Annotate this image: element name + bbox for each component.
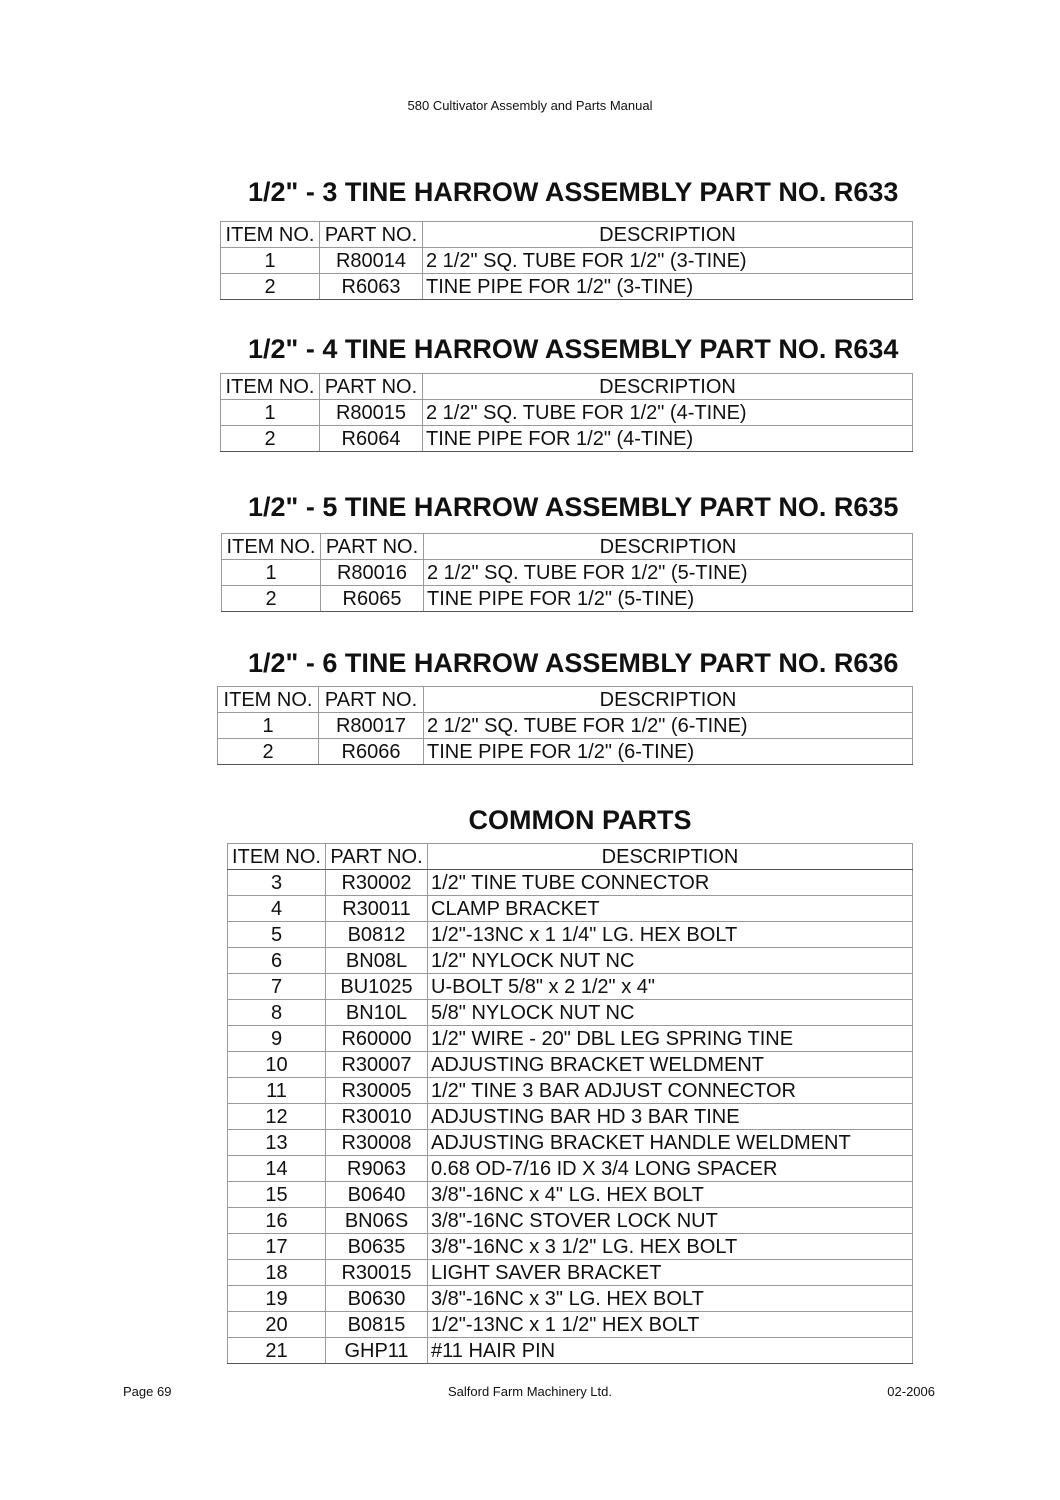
table-row — [228, 1078, 913, 1104]
part-description: 3/8"-16NC x 3 1/2" LG. HEX BOLT — [428, 1234, 913, 1260]
part-description: 1/2" TINE 3 BAR ADJUST CONNECTOR — [428, 1078, 913, 1104]
assembly-title-r633: 1/2" - 3 TINE HARROW ASSEMBLY PART NO. R633 — [248, 177, 899, 207]
part-number: B0640 — [326, 1182, 428, 1208]
part-description: 0.68 OD-7/16 ID X 3/4 LONG SPACER — [428, 1156, 913, 1182]
table-row — [228, 1000, 913, 1026]
part-number: R30011 — [326, 896, 428, 922]
assembly-title-r636: 1/2" - 6 TINE HARROW ASSEMBLY PART NO. R636 — [248, 648, 899, 678]
assembly-title-r634: 1/2" - 4 TINE HARROW ASSEMBLY PART NO. R634 — [248, 334, 899, 364]
item-number: 17 — [228, 1234, 326, 1260]
part-description: 3/8"-16NC x 3" LG. HEX BOLT — [428, 1286, 913, 1312]
item-number: 1 — [221, 248, 320, 274]
table-row — [228, 948, 913, 974]
table-header-row — [218, 687, 913, 713]
revision-date: 02-2006 — [887, 1384, 935, 1399]
part-number: R9063 — [326, 1156, 428, 1182]
column-header-part: PART NO. — [319, 687, 424, 713]
table-header-row — [221, 222, 913, 248]
part-number: R6064 — [320, 426, 423, 452]
item-number: 1 — [221, 400, 320, 426]
part-number: R6066 — [319, 739, 424, 765]
table-row — [228, 1208, 913, 1234]
item-number: 12 — [228, 1104, 326, 1130]
part-description: 2 1/2" SQ. TUBE FOR 1/2" (3-TINE) — [423, 248, 913, 274]
item-number: 20 — [228, 1312, 326, 1338]
item-number: 21 — [228, 1338, 326, 1364]
part-description: 3/8"-16NC STOVER LOCK NUT — [428, 1208, 913, 1234]
table-row — [221, 248, 913, 274]
column-header-part: PART NO. — [326, 844, 428, 870]
table-row — [222, 560, 913, 586]
part-description: ADJUSTING BRACKET HANDLE WELDMENT — [428, 1130, 913, 1156]
table-row — [228, 922, 913, 948]
part-description: 3/8"-16NC x 4" LG. HEX BOLT — [428, 1182, 913, 1208]
part-number: BN10L — [326, 1000, 428, 1026]
item-number: 1 — [222, 560, 321, 586]
part-description: TINE PIPE FOR 1/2" (3-TINE) — [423, 274, 913, 300]
item-number: 13 — [228, 1130, 326, 1156]
part-number: R80016 — [321, 560, 424, 586]
table-row — [228, 896, 913, 922]
parts-table-r633 — [220, 221, 913, 300]
part-number: GHP11 — [326, 1338, 428, 1364]
item-number: 14 — [228, 1156, 326, 1182]
part-description: TINE PIPE FOR 1/2" (4-TINE) — [423, 426, 913, 452]
item-number: 2 — [222, 586, 321, 612]
table-header-row — [222, 534, 913, 560]
item-number: 6 — [228, 948, 326, 974]
part-number: R6063 — [320, 274, 423, 300]
column-header-part: PART NO. — [321, 534, 424, 560]
table-row — [221, 400, 913, 426]
part-number: R30010 — [326, 1104, 428, 1130]
assembly-title-r635: 1/2" - 5 TINE HARROW ASSEMBLY PART NO. R635 — [248, 492, 899, 522]
item-number: 2 — [221, 274, 320, 300]
item-number: 11 — [228, 1078, 326, 1104]
table-row — [228, 1026, 913, 1052]
item-number: 5 — [228, 922, 326, 948]
part-number: R6065 — [321, 586, 424, 612]
table-row — [218, 739, 913, 765]
table-row — [228, 1052, 913, 1078]
column-header-description: DESCRIPTION — [424, 687, 913, 713]
table-row — [228, 1182, 913, 1208]
column-header-item: ITEM NO. — [228, 844, 326, 870]
table-header-row — [228, 844, 913, 870]
item-number: 9 — [228, 1026, 326, 1052]
part-number: R30002 — [326, 870, 428, 896]
part-description: 2 1/2" SQ. TUBE FOR 1/2" (4-TINE) — [423, 400, 913, 426]
part-number: R80017 — [319, 713, 424, 739]
table-row — [228, 1104, 913, 1130]
parts-table-r634 — [220, 373, 913, 452]
table-row — [218, 713, 913, 739]
parts-table-r636 — [217, 686, 913, 765]
part-number: B0635 — [326, 1234, 428, 1260]
column-header-item: ITEM NO. — [221, 374, 320, 400]
part-number: BN06S — [326, 1208, 428, 1234]
table-row — [221, 426, 913, 452]
part-description: 5/8" NYLOCK NUT NC — [428, 1000, 913, 1026]
column-header-description: DESCRIPTION — [428, 844, 913, 870]
part-number: R30005 — [326, 1078, 428, 1104]
column-header-part: PART NO. — [320, 222, 423, 248]
column-header-item: ITEM NO. — [222, 534, 321, 560]
part-description: 1/2"-13NC x 1 1/4" LG. HEX BOLT — [428, 922, 913, 948]
part-description: U-BOLT 5/8" x 2 1/2" x 4" — [428, 974, 913, 1000]
table-row — [222, 586, 913, 612]
table-header-row — [221, 374, 913, 400]
table-row — [228, 1338, 913, 1364]
item-number: 7 — [228, 974, 326, 1000]
document-header: 580 Cultivator Assembly and Parts Manual — [407, 98, 653, 113]
table-row — [228, 1260, 913, 1286]
part-number: R30008 — [326, 1130, 428, 1156]
part-description: 2 1/2" SQ. TUBE FOR 1/2" (5-TINE) — [424, 560, 913, 586]
parts-table-r635 — [221, 533, 913, 612]
item-number: 16 — [228, 1208, 326, 1234]
item-number: 8 — [228, 1000, 326, 1026]
part-number: BU1025 — [326, 974, 428, 1000]
item-number: 2 — [218, 739, 319, 765]
item-number: 2 — [221, 426, 320, 452]
item-number: 15 — [228, 1182, 326, 1208]
page-number: Page 69 — [123, 1384, 172, 1399]
part-description: CLAMP BRACKET — [428, 896, 913, 922]
table-row — [228, 1130, 913, 1156]
column-header-item: ITEM NO. — [221, 222, 320, 248]
common-parts-table — [227, 843, 913, 1364]
part-description: TINE PIPE FOR 1/2" (5-TINE) — [424, 586, 913, 612]
part-description: 1/2"-13NC x 1 1/2" HEX BOLT — [428, 1312, 913, 1338]
table-row — [228, 1286, 913, 1312]
table-row — [221, 274, 913, 300]
item-number: 4 — [228, 896, 326, 922]
part-number: R30007 — [326, 1052, 428, 1078]
part-description: TINE PIPE FOR 1/2" (6-TINE) — [424, 739, 913, 765]
part-number: R30015 — [326, 1260, 428, 1286]
table-row — [228, 1156, 913, 1182]
part-description: 1/2" TINE TUBE CONNECTOR — [428, 870, 913, 896]
part-description: #11 HAIR PIN — [428, 1338, 913, 1364]
item-number: 18 — [228, 1260, 326, 1286]
part-number: R80014 — [320, 248, 423, 274]
part-description: 1/2" NYLOCK NUT NC — [428, 948, 913, 974]
part-description: ADJUSTING BAR HD 3 BAR TINE — [428, 1104, 913, 1130]
column-header-part: PART NO. — [320, 374, 423, 400]
column-header-item: ITEM NO. — [218, 687, 319, 713]
part-description: ADJUSTING BRACKET WELDMENT — [428, 1052, 913, 1078]
column-header-description: DESCRIPTION — [423, 222, 913, 248]
common-parts-title: COMMON PARTS — [468, 805, 692, 835]
part-number: B0630 — [326, 1286, 428, 1312]
column-header-description: DESCRIPTION — [424, 534, 913, 560]
table-row — [228, 974, 913, 1000]
part-description: 1/2" WIRE - 20" DBL LEG SPRING TINE — [428, 1026, 913, 1052]
part-number: B0812 — [326, 922, 428, 948]
column-header-description: DESCRIPTION — [423, 374, 913, 400]
item-number: 10 — [228, 1052, 326, 1078]
part-number: B0815 — [326, 1312, 428, 1338]
table-row — [228, 1312, 913, 1338]
part-number: BN08L — [326, 948, 428, 974]
part-number: R80015 — [320, 400, 423, 426]
table-row — [228, 870, 913, 896]
company-name: Salford Farm Machinery Ltd. — [447, 1384, 612, 1399]
part-number: R60000 — [326, 1026, 428, 1052]
part-description: 2 1/2" SQ. TUBE FOR 1/2" (6-TINE) — [424, 713, 913, 739]
item-number: 19 — [228, 1286, 326, 1312]
item-number: 1 — [218, 713, 319, 739]
table-row — [228, 1234, 913, 1260]
part-description: LIGHT SAVER BRACKET — [428, 1260, 913, 1286]
item-number: 3 — [228, 870, 326, 896]
